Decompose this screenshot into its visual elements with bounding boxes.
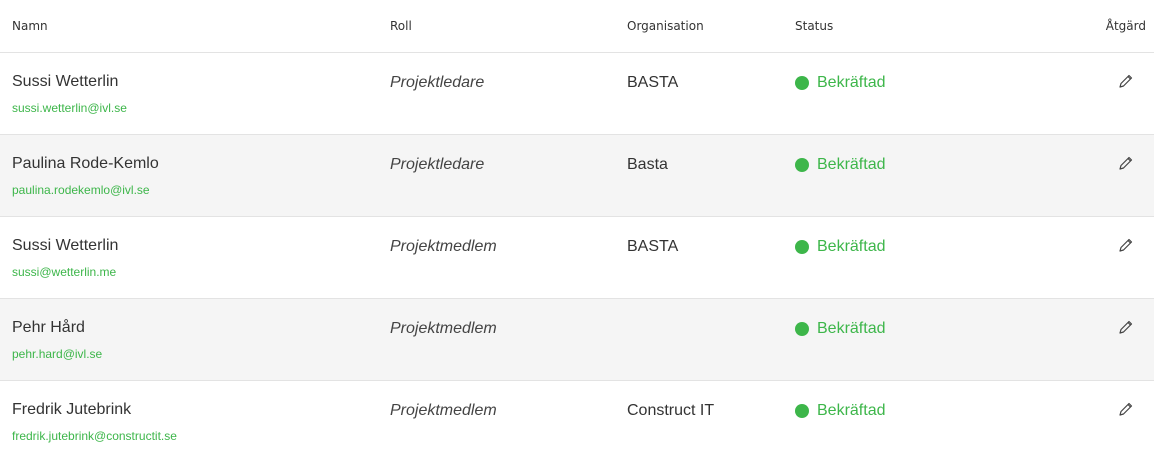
member-organisation: Basta: [627, 156, 668, 173]
column-header-status[interactable]: Status: [795, 19, 834, 33]
member-role: Projektledare: [390, 74, 485, 91]
member-organisation: BASTA: [627, 74, 679, 91]
member-email[interactable]: fredrik.jutebrink@constructit.se: [12, 429, 177, 443]
member-role: Projektmedlem: [390, 238, 497, 255]
pencil-icon[interactable]: [1118, 237, 1134, 253]
pencil-icon[interactable]: [1118, 73, 1134, 89]
member-email[interactable]: pehr.hard@ivl.se: [12, 347, 103, 361]
status-badge: [795, 74, 885, 92]
member-name: Sussi Wetterlin: [12, 237, 119, 254]
table-row: [0, 217, 1154, 299]
status-dot-icon: [795, 240, 809, 254]
status-badge: [795, 402, 885, 420]
member-organisation: Construct IT: [627, 402, 715, 419]
member-email[interactable]: paulina.rodekemlo@ivl.se: [12, 183, 150, 197]
status-label: Bekräftad: [817, 238, 886, 255]
table-body: [0, 53, 1154, 461]
member-email[interactable]: sussi.wetterlin@ivl.se: [12, 101, 127, 115]
status-dot-icon: [795, 76, 809, 90]
member-name: Fredrik Jutebrink: [12, 401, 132, 418]
status-dot-icon: [795, 322, 809, 336]
table-header: [0, 0, 1154, 53]
member-role: Projektledare: [390, 156, 485, 173]
pencil-icon[interactable]: [1118, 401, 1134, 417]
column-header-role[interactable]: Roll: [390, 19, 412, 33]
table-row: [0, 381, 1154, 461]
status-badge: [795, 320, 885, 338]
member-name: Sussi Wetterlin: [12, 73, 119, 90]
pencil-icon[interactable]: [1118, 155, 1134, 171]
status-label: Bekräftad: [817, 402, 886, 419]
member-role: Projektmedlem: [390, 320, 497, 337]
column-header-action: Åtgärd: [1105, 19, 1146, 33]
pencil-icon[interactable]: [1118, 319, 1134, 335]
member-name: Pehr Hård: [12, 319, 85, 336]
status-label: Bekräftad: [817, 74, 886, 91]
status-badge: [795, 238, 885, 256]
status-badge: [795, 156, 885, 174]
status-label: Bekräftad: [817, 156, 886, 173]
status-label: Bekräftad: [817, 320, 886, 337]
column-header-organisation[interactable]: Organisation: [627, 19, 704, 33]
table-row: [0, 135, 1154, 217]
status-dot-icon: [795, 404, 809, 418]
member-name: Paulina Rode-Kemlo: [12, 155, 159, 172]
member-email[interactable]: sussi@wetterlin.me: [12, 265, 117, 279]
table-row: [0, 299, 1154, 381]
column-header-name[interactable]: Namn: [12, 19, 48, 33]
member-organisation: BASTA: [627, 238, 679, 255]
status-dot-icon: [795, 158, 809, 172]
member-role: Projektmedlem: [390, 402, 497, 419]
table-row: [0, 53, 1154, 135]
